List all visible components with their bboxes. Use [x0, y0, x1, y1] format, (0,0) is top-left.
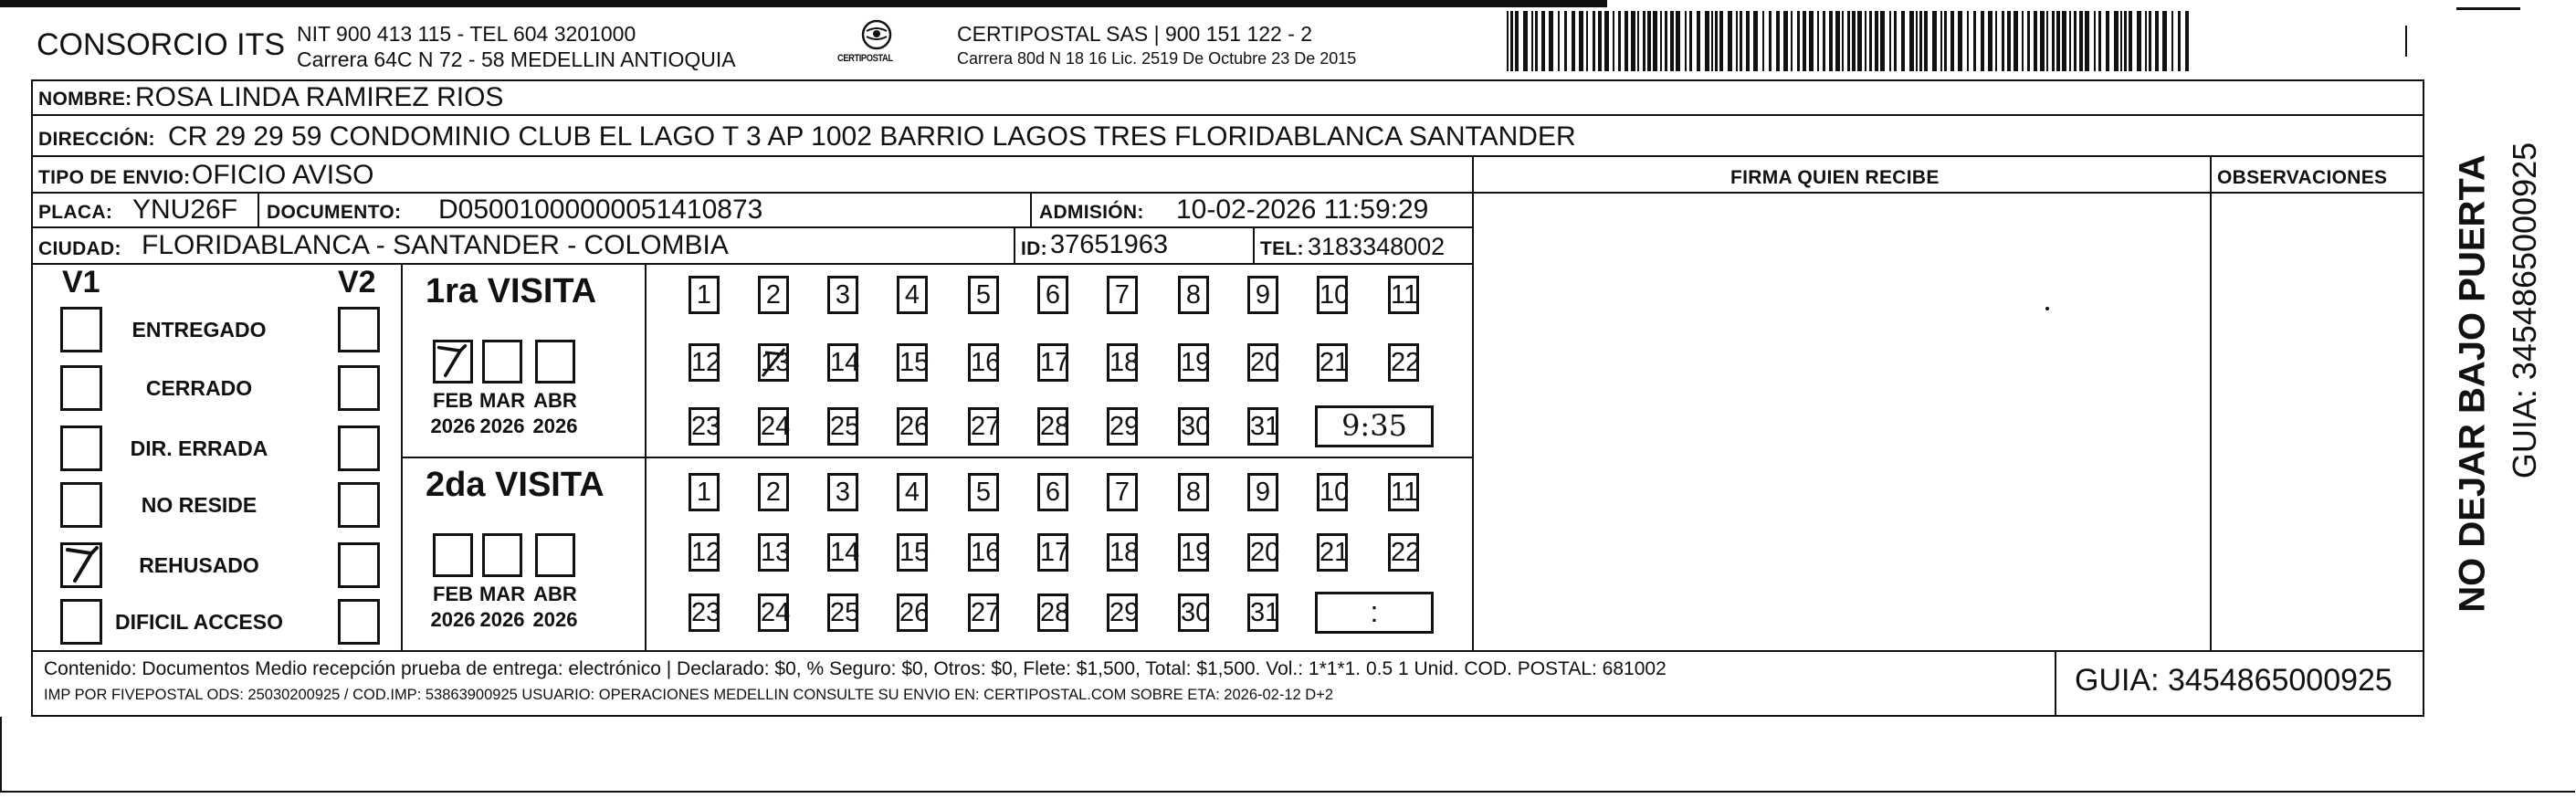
ciudad-value: FLORIDABLANCA - SANTANDER - COLOMBIA: [142, 230, 729, 260]
status-label: NO RESIDE: [141, 493, 258, 517]
admision-value: 10-02-2026 11:59:29: [1176, 194, 1429, 225]
day-box[interactable]: 17: [1037, 533, 1068, 572]
barcode-bar: [2040, 11, 2045, 71]
barcode-bar: [1515, 11, 1519, 71]
barcode-bar: [1829, 11, 1833, 71]
barcode-bar: [1697, 11, 1700, 71]
barcode-bar: [1901, 11, 1905, 71]
day-box[interactable]: 5: [968, 473, 999, 511]
day-box[interactable]: 15: [897, 343, 928, 382]
day-box[interactable]: 25: [827, 407, 858, 446]
barcode-bar: [1541, 11, 1545, 71]
month-year: 2026: [532, 415, 578, 437]
barcode-bar: [1728, 11, 1732, 71]
v2-label: V2: [338, 265, 376, 299]
v1-checkbox[interactable]: [60, 307, 102, 352]
barcode-bar: [1736, 11, 1738, 71]
month-name: MAR: [478, 389, 526, 412]
barcode-bar: [1631, 11, 1635, 71]
day-box[interactable]: 30: [1178, 594, 1209, 632]
barcode-bar: [1783, 11, 1788, 71]
barcode-bar: [1995, 11, 1997, 71]
barcode-bar: [1880, 11, 1885, 71]
barcode-bar: [1958, 11, 1962, 71]
barcode-bar: [1665, 11, 1667, 71]
postal-horn-icon: [840, 18, 913, 73]
barcode-bar: [1604, 11, 1609, 71]
footer-divider: [31, 650, 2424, 652]
v2-checkbox[interactable]: [338, 426, 380, 471]
barcode-bar: [1586, 11, 1588, 71]
barcode-bar: [1769, 11, 1772, 71]
barcode-bar: [1852, 11, 1856, 71]
month-name: ABR: [533, 583, 577, 605]
v1-checkbox[interactable]: [60, 599, 102, 645]
placa-value: YNU26F: [132, 194, 238, 225]
barcode-bar: [1889, 11, 1891, 71]
barcode-bar: [1919, 11, 1922, 71]
nombre-label: NOMBRE:: [38, 89, 132, 110]
month-year: 2026: [532, 608, 578, 631]
month-name: FEB: [433, 389, 473, 412]
barcode-bar: [1711, 11, 1713, 71]
barcode-bar: [2013, 11, 2018, 71]
barcode-bar: [2056, 11, 2060, 71]
v1-checkbox[interactable]: [60, 542, 102, 588]
month-year: 2026: [479, 608, 525, 631]
v2-checkbox[interactable]: [338, 599, 380, 645]
day-box[interactable]: 27: [968, 594, 999, 632]
day-box[interactable]: 18: [1107, 533, 1138, 572]
barcode-bar: [2114, 11, 2119, 71]
second-visit-title: 2da VISITA: [426, 466, 605, 504]
barcode-bar: [2085, 11, 2089, 71]
barcode-bar: [1809, 11, 1814, 71]
barcode-bar: [1940, 11, 1942, 71]
barcode-bar: [2074, 11, 2077, 71]
month-checkbox[interactable]: [433, 533, 473, 577]
placa-label: PLACA:: [38, 202, 113, 223]
barcode-bar: [1531, 11, 1533, 71]
barcode-bar: [1670, 11, 1674, 71]
day-box[interactable]: 6: [1037, 473, 1068, 511]
barcode-bar: [1791, 11, 1793, 71]
day-box[interactable]: 10: [1317, 473, 1348, 511]
day-box[interactable]: 11: [1388, 276, 1419, 314]
barcode-bar: [1637, 11, 1639, 71]
admision-divider: [1030, 194, 1032, 228]
day-box[interactable]: 9: [1247, 473, 1278, 511]
barcode-bar: [1613, 11, 1614, 71]
barcode-bar: [2007, 11, 2011, 71]
observaciones-divider: [2210, 157, 2212, 650]
day-box[interactable]: 7: [1107, 276, 1138, 314]
barcode-bar: [1842, 11, 1844, 71]
day-box[interactable]: 28: [1037, 594, 1068, 632]
day-box[interactable]: 16: [968, 533, 999, 572]
barcode-bar: [1924, 11, 1928, 71]
month-checkbox[interactable]: [482, 533, 522, 577]
day-box[interactable]: 5: [968, 276, 999, 314]
barcode-bar: [1564, 11, 1567, 71]
day-box[interactable]: 30: [1178, 407, 1209, 446]
month-year: 2026: [479, 415, 525, 437]
barcode-bar: [2155, 11, 2159, 71]
company-name: CONSORCIO ITS: [37, 27, 286, 62]
barcode-bar: [2022, 11, 2024, 71]
month-checkbox[interactable]: [433, 340, 473, 383]
carrier-line-1: CERTIPOSTAL SAS | 900 151 122 - 2: [957, 22, 1313, 46]
barcode-bar: [1510, 11, 1513, 71]
barcode-bar: [1973, 11, 1976, 71]
day-box[interactable]: 13: [758, 343, 789, 382]
barcode-bar: [2124, 11, 2127, 71]
barcode-bar: [1647, 11, 1651, 71]
barcode-bar: [1593, 11, 1595, 71]
footer-guia: GUIA: 3454865000925: [2075, 663, 2392, 698]
barcode-bar: [2171, 11, 2173, 71]
day-box[interactable]: 11: [1388, 473, 1419, 511]
barcode-bar: [1847, 11, 1850, 71]
barcode-bar: [1719, 11, 1723, 71]
day-box[interactable]: 21: [1317, 343, 1348, 382]
barcode-bar: [2062, 11, 2066, 71]
status-label: DIR. ERRADA: [130, 436, 268, 460]
v1-label: V1: [62, 265, 100, 299]
barcode-bar: [1894, 11, 1897, 71]
firma-header-underline: [1472, 157, 2424, 194]
day-box[interactable]: 10: [1317, 276, 1348, 314]
day-box[interactable]: 20: [1247, 533, 1278, 572]
barcode-bar: [1523, 11, 1528, 71]
barcode-bar: [2069, 11, 2071, 71]
v1-checkbox[interactable]: [60, 365, 102, 411]
barcode-bar: [2162, 11, 2167, 71]
barcode-bar: [1572, 11, 1575, 71]
top-edge-band: [0, 0, 1607, 7]
day-box[interactable]: 2: [758, 276, 789, 314]
barcode-bar: [1944, 11, 1947, 71]
barcode-bar: [1967, 11, 1969, 71]
outer-left-line: [0, 717, 2, 793]
day-box[interactable]: 25: [827, 594, 858, 632]
day-box[interactable]: 16: [968, 343, 999, 382]
day-box[interactable]: 29: [1107, 407, 1138, 446]
v2-checkbox[interactable]: [338, 482, 380, 528]
month-name: MAR: [478, 583, 526, 605]
footer-line-2: IMP POR FIVEPOSTAL ODS: 25030200925 / COD.IMP: 53863900925 USUARIO: OPERACIONES MEDELLIN CONSULTE SU ENVIO EN: CERTIPOSTAL.COM SOBRE ETA: 2026-02-12 D+2: [44, 687, 1334, 703]
barcode-bar: [1705, 11, 1709, 71]
barcode-bar: [1909, 11, 1914, 71]
barcode: [1507, 11, 2192, 75]
barcode-bar: [1689, 11, 1692, 71]
day-box[interactable]: 23: [689, 594, 720, 632]
barcode-bar: [1981, 11, 1984, 71]
barcode-bar: [1746, 11, 1750, 71]
day-box[interactable]: 26: [897, 594, 928, 632]
month-year: 2026: [430, 608, 476, 631]
company-line-1: NIT 900 413 115 - TEL 604 3201000: [297, 22, 636, 46]
barcode-bar: [1817, 11, 1819, 71]
month-name: FEB: [433, 583, 473, 605]
barcode-bar: [1865, 11, 1866, 71]
day-box[interactable]: 7: [1107, 473, 1138, 511]
barcode-bar: [1875, 11, 1878, 71]
barcode-bar: [2034, 11, 2037, 71]
barcode-bar: [1715, 11, 1718, 71]
day-box[interactable]: 31: [1247, 407, 1278, 446]
day-box[interactable]: 15: [897, 533, 928, 572]
barcode-bar: [1624, 11, 1628, 71]
firma-header: FIRMA QUIEN RECIBE: [1730, 167, 1940, 188]
barcode-bar: [1753, 11, 1758, 71]
barcode-bar: [1558, 11, 1560, 71]
barcode-bar: [1549, 11, 1553, 71]
id-label: ID:: [1021, 238, 1047, 259]
tel-divider: [1253, 228, 1255, 265]
barcode-bar: [2046, 11, 2048, 71]
edge-tick: [2405, 26, 2407, 57]
barcode-bar: [2079, 11, 2083, 71]
barcode-bar: [1685, 11, 1687, 71]
day-box[interactable]: 4: [897, 276, 928, 314]
logo-text: CERTIPOSTAL: [837, 53, 893, 64]
status-label: REHUSADO: [139, 553, 259, 577]
month-checkbox[interactable]: [482, 340, 522, 383]
documento-value: D05001000000051410873: [438, 194, 763, 225]
day-box[interactable]: 22: [1388, 533, 1419, 572]
carrier-line-2: Carrera 80d N 18 16 Lic. 2519 De Octubre 23 De 2015: [957, 49, 1357, 68]
tel-value: 3183348002: [1308, 233, 1446, 260]
day-box[interactable]: 12: [689, 343, 720, 382]
nombre-value: ROSA LINDA RAMIREZ RIOS: [135, 82, 504, 112]
barcode-bar: [1988, 11, 1992, 71]
barcode-bar: [1762, 11, 1764, 71]
footer-line-1: Contenido: Documentos Medio recepción prueba de entrega: electrónico | Declarado: $0, % Seguro: $0, Otros: $0, Flete: $1,500, Total: $1,500. Vol.: 1*1*1. 0.5 1 Unid. COD. POSTAL: 681002: [44, 658, 1667, 679]
barcode-bar: [2145, 11, 2147, 71]
barcode-bar: [1776, 11, 1780, 71]
barcode-bar: [1950, 11, 1954, 71]
day-box[interactable]: 22: [1388, 343, 1419, 382]
no-dejar-bajo-puerta: NO DEJAR BAJO PUERTA: [2452, 154, 2493, 613]
day-box[interactable]: 19: [1178, 343, 1209, 382]
day-box[interactable]: 21: [1317, 533, 1348, 572]
day-box[interactable]: 13: [758, 533, 789, 572]
day-box[interactable]: 17: [1037, 343, 1068, 382]
barcode-bar: [2027, 11, 2030, 71]
company-line-2: Carrera 64C N 72 - 58 MEDELLIN ANTIOQUIA: [297, 47, 736, 71]
day-box[interactable]: 2: [758, 473, 789, 511]
month-year: 2026: [430, 415, 476, 437]
barcode-bar: [1643, 11, 1645, 71]
status-label: CERRADO: [145, 376, 253, 400]
certipostal-logo: [837, 18, 913, 73]
barcode-bar: [2137, 11, 2141, 71]
barcode-bar: [2106, 11, 2109, 71]
barcode-bar: [1579, 11, 1583, 71]
barcode-bar: [2098, 11, 2101, 71]
tel-label: TEL:: [1260, 238, 1304, 259]
barcode-bar: [1535, 11, 1538, 71]
barcode-bar: [2120, 11, 2122, 71]
barcode-bar: [2094, 11, 2096, 71]
tipo-envio-value: OFICIO AVISO: [192, 160, 374, 190]
admision-label: ADMISIÓN:: [1039, 202, 1144, 223]
direccion-value: CR 29 29 59 CONDOMINIO CLUB EL LAGO T 3 AP 1002 BARRIO LAGOS TRES FLORIDABLANCA SANTANDER: [168, 121, 1576, 152]
barcode-bar: [1835, 11, 1840, 71]
barcode-bar: [2178, 11, 2181, 71]
barcode-bar: [1660, 11, 1662, 71]
observaciones-header: OBSERVACIONES: [2217, 167, 2388, 188]
day-box[interactable]: 8: [1178, 473, 1209, 511]
barcode-bar: [1740, 11, 1742, 71]
day-box[interactable]: 3: [827, 473, 858, 511]
status-label: DIFICIL ACCESO: [114, 610, 283, 634]
day-box[interactable]: 18: [1107, 343, 1138, 382]
v1-checkbox[interactable]: [60, 482, 102, 528]
v1-checkbox[interactable]: [60, 426, 102, 471]
day-box[interactable]: 23: [689, 407, 720, 446]
barcode-bar: [2129, 11, 2132, 71]
day-box[interactable]: 12: [689, 533, 720, 572]
barcode-bar: [1857, 11, 1862, 71]
day-box[interactable]: 27: [968, 407, 999, 446]
id-value: 37651963: [1050, 230, 1169, 259]
ciudad-label: CIUDAD:: [38, 238, 121, 259]
documento-label: DOCUMENTO:: [267, 202, 402, 223]
month-checkbox[interactable]: [535, 533, 575, 577]
barcode-bar: [2149, 11, 2151, 71]
v2-checkbox[interactable]: [338, 307, 380, 352]
day-box[interactable]: 3: [827, 276, 858, 314]
day-box[interactable]: 24: [758, 594, 789, 632]
barcode-bar: [1653, 11, 1657, 71]
barcode-bar: [1869, 11, 1872, 71]
barcode-bar: [1507, 11, 1509, 71]
barcode-bar: [1598, 11, 1602, 71]
firma-divider: [1472, 157, 1474, 650]
day-box[interactable]: 20: [1247, 343, 1278, 382]
barcode-bar: [2185, 11, 2189, 71]
day-box[interactable]: 1: [689, 276, 720, 314]
barcode-bar: [1823, 11, 1825, 71]
day-box[interactable]: 26: [897, 407, 928, 446]
v2-checkbox[interactable]: [338, 542, 380, 588]
day-box[interactable]: 19: [1178, 533, 1209, 572]
tipo-envio-label: TIPO DE ENVIO:: [38, 167, 191, 188]
day-box[interactable]: 9: [1247, 276, 1278, 314]
month-name: ABR: [533, 389, 577, 412]
day-box[interactable]: 29: [1107, 594, 1138, 632]
barcode-bar: [1916, 11, 1918, 71]
day-box[interactable]: 31: [1247, 594, 1278, 632]
direccion-label: DIRECCIÓN:: [38, 129, 155, 150]
day-box[interactable]: 6: [1037, 276, 1068, 314]
outer-bottom-line: [0, 791, 2575, 793]
speck: [2045, 307, 2049, 310]
vertical-guia: GUIA: 3454865000925: [2506, 142, 2543, 479]
first-visit-title: 1ra VISITA: [426, 272, 597, 310]
barcode-bar: [1676, 11, 1680, 71]
visit-time-box[interactable]: :: [1315, 592, 1434, 634]
id-divider: [1014, 228, 1015, 265]
month-checkbox[interactable]: [535, 340, 575, 383]
placa-divider: [258, 194, 259, 228]
barcode-bar: [2052, 11, 2055, 71]
day-box[interactable]: 14: [827, 533, 858, 572]
day-box[interactable]: 28: [1037, 407, 1068, 446]
top-edge-band-right: [2456, 7, 2520, 10]
day-box[interactable]: 24: [758, 407, 789, 446]
day-box[interactable]: 14: [827, 343, 858, 382]
barcode-bar: [2002, 11, 2004, 71]
day-box[interactable]: 1: [689, 473, 720, 511]
visit-time-box[interactable]: 9:35: [1315, 405, 1434, 447]
barcode-bar: [1618, 11, 1621, 71]
day-box[interactable]: 8: [1178, 276, 1209, 314]
barcode-bar: [1932, 11, 1937, 71]
day-box[interactable]: 4: [897, 473, 928, 511]
barcode-bar: [1797, 11, 1800, 71]
status-label: ENTREGADO: [131, 318, 267, 341]
footer-guia-divider: [2055, 650, 2056, 717]
barcode-bar: [1803, 11, 1806, 71]
v2-checkbox[interactable]: [338, 365, 380, 411]
